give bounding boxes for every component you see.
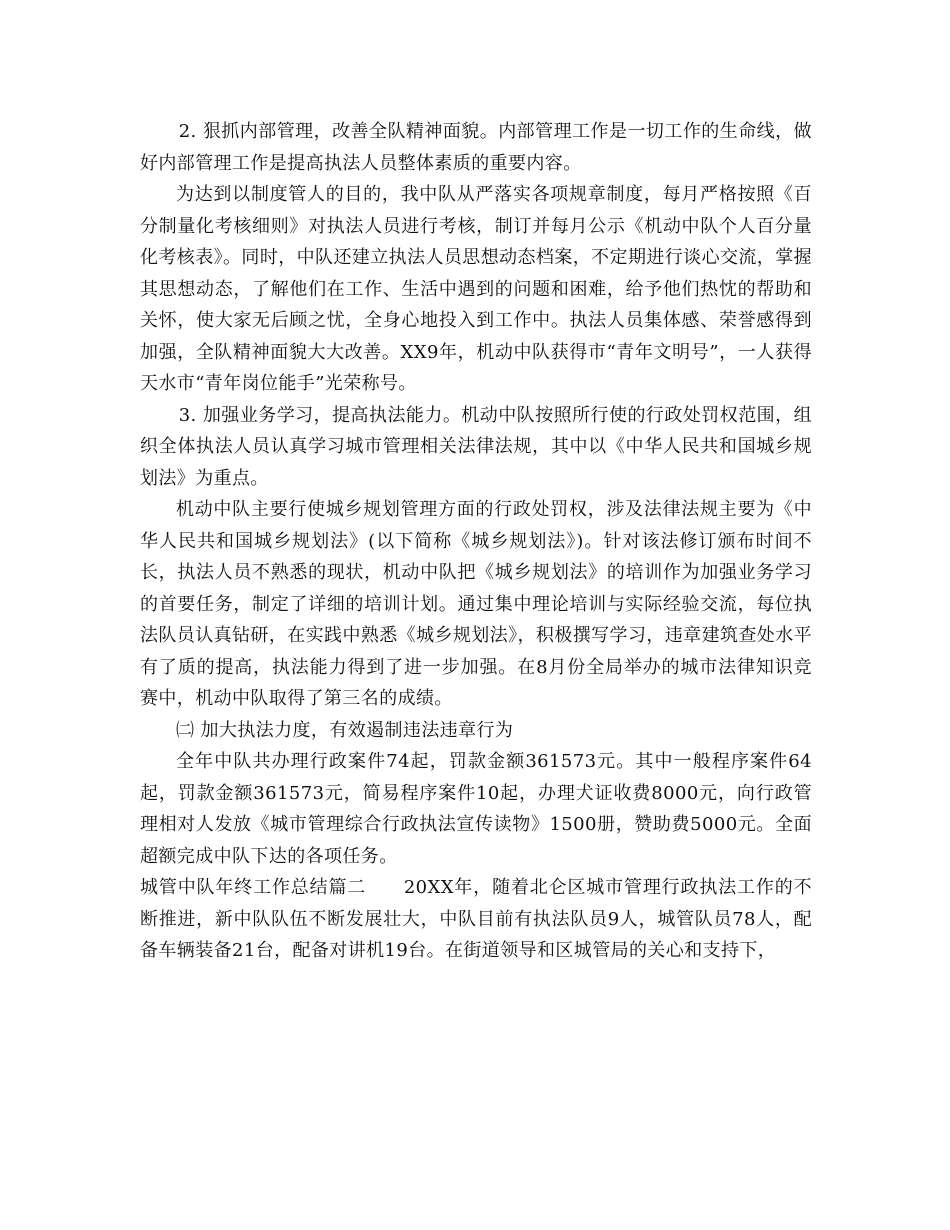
paragraph-summary-part-two: 城管中队年终工作总结篇二 20XX年，随着北仑区城市管理行政执法工作的不断推进，新中队队伍不断发展壮大，中队目前有执法队员9人，城管队员78人，配备车辆装备21台，配备对讲机19台。在街道领导和区城管局的关心和支持下， bbox=[140, 877, 812, 961]
paragraph-case-statistics: 全年中队共办理行政案件74起，罚款金额361573元。其中一般程序案件64起，罚款金额361573元，简易程序案件10起，办理犬证收费8000元，向行政管理相对人发放《城市管理综合行政执法宣传读物》1500册，赞助费5000元。全面超额完成中队下达的各项任务。 bbox=[140, 751, 812, 867]
document-body bbox=[140, 116, 812, 967]
section-heading-enforcement: ㈡ 加大执法力度，有效遏制违法违章行为 bbox=[176, 719, 514, 741]
paragraph-internal-management: 2. 狠抓内部管理，改善全队精神面貌。内部管理工作是一切工作的生命线，做好内部管理工作是提高执法人员整体素质的重要内容。 bbox=[140, 121, 812, 174]
paragraph-planning-law: 机动中队主要行使城乡规划管理方面的行政处罚权，涉及法律法规主要为《中华人民共和国城乡规划法》(以下简称《城乡规划法》)。针对该法修订颁布时间不长，执法人员不熟悉的现状，机动中队把《城乡规划法》的培训作为加强业务学习的首要任务，制定了详细的培训计划。通过集中理论培训与实际经验交流，每位执法队员认真钻研，在实践中熟悉《城乡规划法》，积极撰写学习，违章建筑查处水平有了质的提高，执法能力得到了进一步加强。在8月份全局举办的城市法律知识竞赛中，机动中队取得了第三名的成绩。 bbox=[140, 499, 812, 709]
paragraph-business-study: 3. 加强业务学习，提高执法能力。机动中队按照所行使的行政处罚权范围，组织全体执法人员认真学习城市管理相关法律法规，其中以《中华人民共和国城乡规划法》为重点。 bbox=[140, 404, 812, 489]
paragraph-system-management: 为达到以制度管人的目的，我中队从严落实各项规章制度，每月严格按照《百分制量化考核细则》对执法人员进行考核，制订并每月公示《机动中队个人百分量化考核表》。同时，中队还建立执法人员思想动态档案，不定期进行谈心交流，掌握其思想动态，了解他们在工作、生活中遇到的问题和困难，给予他们热忱的帮助和关怀，使大家无后顾之忧，全身心地投入到工作中。执法人员集体感、荣誉感得到加强，全队精神面貌大大改善。XX9年，机动中队获得市“青年文明号”，一人获得天水市“青年岗位能手”光荣称号。 bbox=[140, 184, 812, 394]
